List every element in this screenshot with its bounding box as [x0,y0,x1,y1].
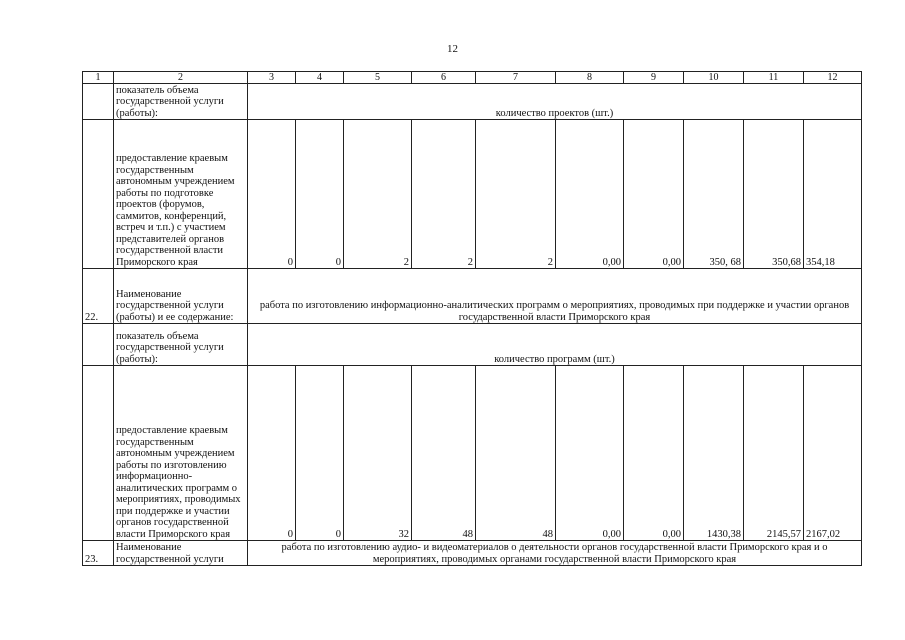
value-cell: 0,00 [624,366,684,541]
value-cell: 48 [412,366,476,541]
merged-cell: работа по изготовлению аудио- и видеоматериалов о деятельности органов государственной власти Приморского края и о мероприятиях, проводимых органами государственной власти Приморского края [248,541,862,566]
value-cell: 0 [248,366,296,541]
header-cell: 6 [412,72,476,84]
value-cell: 354,18 [804,120,862,269]
header-cell: 8 [556,72,624,84]
value-cell: 0 [248,120,296,269]
index-cell [83,120,114,269]
header-cell: 7 [476,72,556,84]
row-label: показатель объема государственной услуги (работы): [114,84,248,120]
value-cell: 350,68 [744,120,804,269]
header-cell: 1 [83,72,114,84]
row-label: предоставление краевым государственным автономным учреждением работы по изготовлению информационно-аналитических программ о мероприятиях, проводимых при поддержке и участии органов государственной власти Приморского края [114,366,248,541]
value-cell: 0,00 [624,120,684,269]
table-row [83,324,862,366]
value-cell: 2 [412,120,476,269]
value-cell: 2145,57 [744,366,804,541]
row-label: Наименование государственной услуги [114,541,248,566]
table-row [83,120,862,269]
value-cell: 350, 68 [684,120,744,269]
row-index: 23. [83,541,114,566]
value-cell: 1430,38 [684,366,744,541]
row-label: Наименование государственной услуги (работы) и ее содержание: [114,269,248,324]
index-cell [83,366,114,541]
services-table [82,71,862,566]
header-cell: 5 [344,72,412,84]
header-cell: 2 [114,72,248,84]
index-cell [83,84,114,120]
table-row [83,366,862,541]
page-number: 12 [447,43,458,55]
table-row [83,84,862,120]
merged-cell: количество программ (шт.) [248,324,862,366]
value-cell: 0,00 [556,120,624,269]
header-cell: 12 [804,72,862,84]
header-cell: 10 [684,72,744,84]
row-label: показатель объема государственной услуги (работы): [114,324,248,366]
index-cell [83,324,114,366]
header-cell: 3 [248,72,296,84]
merged-cell: работа по изготовлению информационно-аналитических программ о мероприятиях, проводимых при поддержке и участии органов государственной власти Приморского края [248,269,862,324]
merged-cell: количество проектов (шт.) [248,84,862,120]
header-cell: 4 [296,72,344,84]
value-cell: 32 [344,366,412,541]
row-label: предоставление краевым государственным автономным учреждением работы по подготовке проектов (форумов, саммитов, конференций, встреч и т.п.) с участием представителей органов государственной власти Приморского края [114,120,248,269]
value-cell: 0,00 [556,366,624,541]
value-cell: 2 [476,120,556,269]
table-row [83,541,862,566]
value-cell: 0 [296,120,344,269]
value-cell: 48 [476,366,556,541]
header-cell: 11 [744,72,804,84]
value-cell: 0 [296,366,344,541]
value-cell: 2 [344,120,412,269]
row-index: 22. [83,269,114,324]
table-row [83,269,862,324]
table-header-row [83,72,862,84]
value-cell: 2167,02 [804,366,862,541]
header-cell: 9 [624,72,684,84]
